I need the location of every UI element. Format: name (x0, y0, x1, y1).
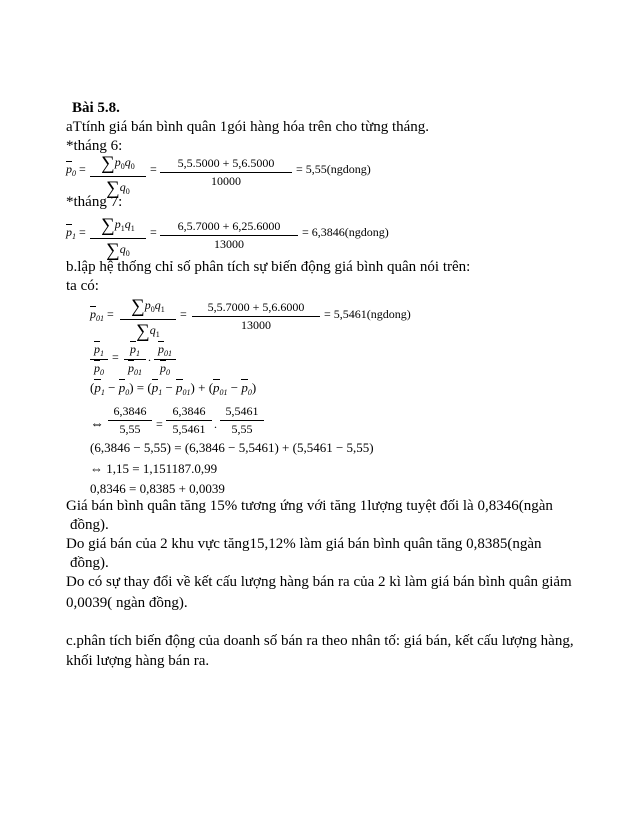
ta-co-label: ta có: (66, 278, 99, 294)
numeric-ratio-3: $\frac{5,5461}{5,55}$ (220, 404, 264, 437)
formula-1-numerator: 5,5.5000 + 5,6.5000 (160, 156, 292, 173)
formula-2-numeric-fraction (160, 219, 298, 252)
conclusion-1-line-1: Giá bán bình quân tăng 15% tương ứng với tăng 1lượng tuyệt đối là 0,8346(ngàn (66, 498, 553, 514)
index-ratio-p01-p0: $\frac{p_{01}}{p_0}$ (154, 342, 176, 377)
index-ratio-p1-p01: $\frac{p_1}{p_{01}}$ (124, 342, 146, 377)
part-c-line-1: c.phân tích biến động của doanh số bán ra theo nhân tố: giá bán, kết cấu lượng hàng, (66, 633, 574, 649)
numeric-index-result: ⇔ 1,15 = 1,151187.0,99 (90, 461, 218, 476)
formula-1-denominator: 10000 (211, 174, 241, 188)
formula-p01: $p_{01}$ = (90, 307, 114, 323)
conclusion-1-line-2: đồng). (70, 517, 109, 533)
exercise-title: Bài 5.8. (72, 100, 120, 116)
numeric-ratio-2: $\frac{6,3846}{5,5461}$ (166, 404, 212, 437)
conclusion-3-line-2: 0,0039( ngàn đồng). (66, 595, 188, 611)
part-c-line-2: khối lượng hàng bán ra. (66, 653, 210, 669)
formula-month-6: $p_0$ = (66, 162, 86, 178)
month-6-label: *tháng 6: (66, 138, 123, 154)
formula-3-denominator: 13000 (241, 318, 271, 332)
formula-3-symbolic-fraction: $\frac{\sum p_0q_1}{\sum q_1}$ (120, 296, 176, 343)
part-a-heading: aTtính giá bán bình quân 1gói hàng hóa trên cho từng tháng. (66, 119, 430, 135)
index-ratio-p1-p0: $\frac{p_1}{p_0}$ (90, 342, 108, 377)
formula-3-numerator: 5,5.7000 + 5,6.6000 (192, 300, 320, 317)
numeric-absolute-change: (6,3846 − 5,55) = (6,3846 − 5,5461) + (5,5461 − 5,55) (90, 440, 374, 455)
formula-1-result: = 5,55(ngdong) (296, 162, 371, 176)
part-b-heading: b.lập hệ thống chỉ số phân tích sự biến động giá bình quân nói trên: (66, 259, 471, 275)
document-page: Bài 5.8. aTtính giá bán bình quân 1gói hàng hóa trên cho từng tháng. *tháng 6: $p_0$ = $\frac{\sum p_0q_0}{\sum q_0}$ = $\frac{5,5.5000 + 5,6.5000}{10000}$ = 5,55(ngdong) *tháng 7: $p_1$ = $\frac{\sum p_1q_1}{\sum q_0}$ = $\frac{6,5.7000 + 6,25.6000}{13000}$ = 6,3846(ngdong) b.lập hệ thống chỉ số phân tích sự biến động giá bình quân nói trên: ta có: $p_{01}$ = $\frac{\sum p_0q_1}{\sum q_1}$ = $\frac{5,5.7000 + 5,6.6000}{13000}$ = 5,5461(ngdong) $\frac{p_1}{p_0}$ = $\frac{p_1}{p_{01}}$ . $\frac{p_{01}}{p_0}$ $(p_1 - p_0) = (p_1 - p_{01}) + (p_{01} - p_0)$ ⇔ $\frac{6,3846}{5,55}$ = $\frac{6,3846}{5,5461}$ . $\frac{5,5461}{5,55}$ (6,3846 − 5,55) = (6,3846 − 5,5461) + (5,5461 − 5,55) ⇔ 1,15 = 1,151187.0,99 0,8346 = 0,8385 + 0,0039 Giá bán bình quân tăng 15% tương ứng với tăng 1lượng tuyệt đối là 0,8346(ngàn đồng). Do giá bán của 2 khu vực tăng15,12% làm giá bán bình quân tăng 0,8385(ngàn đồng). Do có sự thay đổi về kết cấu lượng hàng bán ra của 2 kì làm giá bán bình quân giảm 0,0039( ngàn đồng). c.phân tích biến động của doanh số bán ra theo nhân tố: giá bán, kết cấu lượng hàng, khối lượng hàng bán ra. (66, 100, 574, 669)
numeric-ratio-1: $\frac{6,3846}{5,55}$ (108, 404, 152, 437)
formula-3-numeric-fraction (192, 300, 320, 333)
formula-1-symbolic-fraction: $\frac{\sum p_0q_0}{\sum q_0}$ (90, 153, 146, 200)
equivalence-symbol: ⇔ (90, 417, 104, 432)
formula-3-result: = 5,5461(ngdong) (324, 307, 411, 321)
formula-1-numeric-fraction (160, 156, 292, 189)
conclusion-3-line-1: Do có sự thay đổi về kết cấu lượng hàng bán ra của 2 kì làm giá bán bình quân giảm (66, 574, 572, 590)
formula-month-7: $p_1$ = (66, 225, 86, 241)
conclusion-2-line-1: Do giá bán của 2 khu vực tăng15,12% làm giá bán bình quân tăng 0,8385(ngàn (66, 536, 542, 552)
formula-2-denominator: 13000 (214, 237, 244, 251)
month-7-label: *tháng 7: (66, 194, 123, 210)
conclusion-2-line-2: đồng). (70, 555, 109, 571)
formula-2-symbolic-fraction: $\frac{\sum p_1q_1}{\sum q_0}$ (90, 215, 146, 262)
numeric-absolute-result: 0,8346 = 0,8385 + 0,0039 (90, 481, 225, 496)
absolute-change-formula: $(p_1 - p_0) = (p_1 - p_{01}) + (p_{01} - p_0)$ (90, 380, 257, 397)
formula-2-numerator: 6,5.7000 + 6,25.6000 (160, 219, 298, 236)
formula-2-result: = 6,3846(ngdong) (302, 225, 389, 239)
